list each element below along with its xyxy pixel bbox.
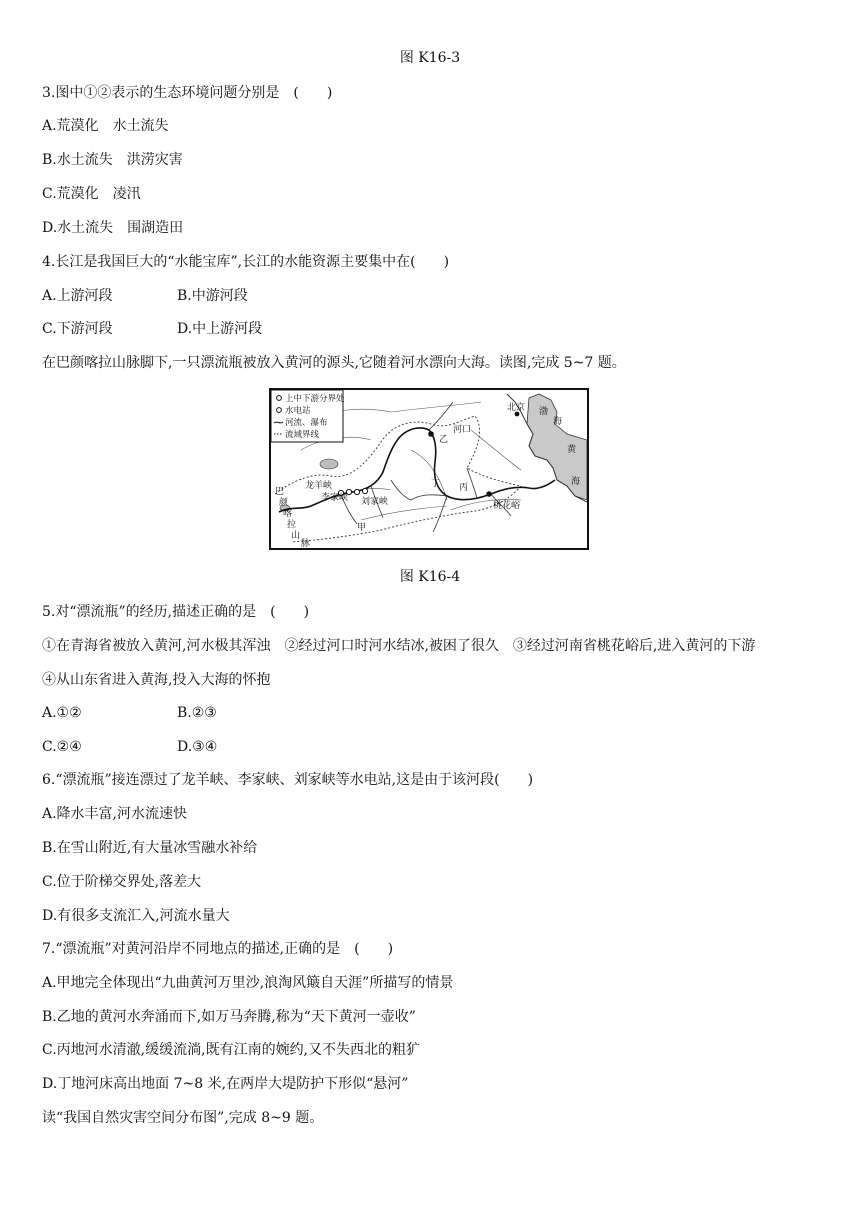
question-5-statements-1: ①在青海省被放入黄河,河水极其浑浊 ②经过河口时河水结冰,被困了很久 ③经过河南省桃花峪后,进入黄河的下游 bbox=[42, 638, 756, 654]
label-jia: 甲 bbox=[357, 523, 367, 533]
question-6-option-d: D.有很多支流汇入,河流水量大 bbox=[42, 908, 230, 924]
label-yi: 乙 bbox=[439, 435, 449, 445]
question-7-option-d: D.丁地河床高出地面 7~8 米,在两岸大堤防护下形似“悬河” bbox=[42, 1076, 409, 1092]
question-5-option-c: C.②④ bbox=[42, 739, 82, 755]
label-longyangxia: 龙羊峡 bbox=[305, 481, 333, 491]
question-4-options-row-2 bbox=[42, 320, 262, 338]
label-beijing: 北京 bbox=[507, 403, 526, 413]
question-3-stem: 3.图中①②表示的生态环境问题分别是 ( ) bbox=[42, 85, 333, 101]
question-5-option-a: A.①② bbox=[42, 705, 82, 721]
label-bo: 渤 bbox=[539, 407, 549, 417]
figure-caption-k16-4: 图 K16-4 bbox=[399, 569, 461, 585]
question-4-option-c: C.下游河段 bbox=[42, 321, 113, 337]
question-4-option-a: A.上游河段 bbox=[42, 288, 113, 304]
question-4-option-b: B.中游河段 bbox=[177, 288, 248, 304]
legend-river-label: 河流、瀑布 bbox=[285, 418, 328, 428]
lake-qinghai bbox=[320, 459, 338, 469]
label-ba: 巴 bbox=[275, 487, 285, 497]
label-shan: 山 bbox=[291, 531, 301, 541]
label-taohuayu: 桃花峪 bbox=[493, 501, 521, 511]
intro-questions-5-7: 在巴颜喀拉山脉脚下,一只漂流瓶被放入黄河的源头,它随着河水漂向大海。读图,完成 5~7 题。 bbox=[42, 355, 626, 371]
label-hai-2: 海 bbox=[571, 477, 581, 487]
label-yan: 颜 bbox=[279, 498, 289, 508]
question-3-option-d: D.水土流失 围湖造田 bbox=[42, 220, 184, 236]
question-7-stem: 7.“漂流瓶”对黄河沿岸不同地点的描述,正确的是 ( ) bbox=[42, 941, 394, 957]
question-6-option-a: A.降水丰富,河水流速快 bbox=[42, 806, 188, 822]
division-point-hekou bbox=[428, 431, 434, 437]
question-3-option-a: A.荒漠化 水土流失 bbox=[42, 118, 169, 134]
question-5-option-b: B.②③ bbox=[177, 705, 217, 721]
question-4-option-d: D.中上游河段 bbox=[177, 321, 263, 337]
question-4-options-row-1 bbox=[42, 287, 248, 305]
question-5-options-row-2 bbox=[42, 738, 217, 756]
label-hai: 海 bbox=[553, 417, 563, 427]
question-6-option-c: C.位于阶梯交界处,落差大 bbox=[42, 874, 202, 890]
yellow-river-map bbox=[269, 388, 589, 550]
legend-boundary-label: 流域界线 bbox=[285, 430, 320, 440]
question-5-statements-2: ④从山东省进入黄海,投入大海的怀抱 bbox=[42, 672, 271, 688]
legend-division-icon bbox=[277, 396, 282, 401]
label-hekou: 河口 bbox=[453, 425, 472, 435]
label-liujiaxia: 刘家峡 bbox=[361, 497, 389, 507]
question-3-option-b: B.水土流失 洪涝灾害 bbox=[42, 152, 183, 168]
map-drawing bbox=[271, 390, 587, 548]
question-6-option-b: B.在雪山附近,有大量冰雪融水补给 bbox=[42, 840, 258, 856]
legend-hydropower-label: 水电站 bbox=[285, 406, 311, 416]
legend-hydropower-icon bbox=[277, 408, 282, 413]
question-5-options-row-1 bbox=[42, 704, 217, 722]
legend-division-label: 上中下游分界处 bbox=[285, 394, 345, 404]
label-bing: 丙 bbox=[459, 483, 469, 493]
question-4-stem: 4.长江是我国巨大的“水能宝库”,长江的水能资源主要集中在( ) bbox=[42, 254, 450, 270]
division-point-taohuayu bbox=[486, 491, 492, 497]
label-lijiaxia: 李家峡 bbox=[321, 493, 349, 503]
figure-caption-k16-3: 图 K16-3 bbox=[399, 50, 461, 66]
question-5-stem: 5.对“漂流瓶”的经历,描述正确的是 ( ) bbox=[42, 604, 310, 620]
intro-questions-8-9: 读“我国自然灾害空间分布图”,完成 8~9 题。 bbox=[42, 1110, 324, 1126]
label-la: 拉 bbox=[287, 520, 297, 530]
label-ding: 丁 bbox=[431, 479, 441, 489]
question-7-option-b: B.乙地的黄河水奔涌而下,如万马奔腾,称为“天下黄河一壶收” bbox=[42, 1009, 416, 1025]
label-mai: 脉 bbox=[301, 539, 311, 548]
label-huang: 黄 bbox=[567, 445, 577, 455]
question-7-option-a: A.甲地完全体现出“九曲黄河万里沙,浪淘风簸自天涯”所描写的情景 bbox=[42, 975, 454, 991]
question-5-option-d: D.③④ bbox=[177, 739, 218, 755]
question-7-option-c: C.丙地河水清澈,缓缓流淌,既有江南的婉约,又不失西北的粗犷 bbox=[42, 1042, 421, 1058]
label-ka: 喀 bbox=[283, 509, 293, 519]
question-6-stem: 6.“漂流瓶”接连漂过了龙羊峡、李家峡、刘家峡等水电站,这是由于该河段( ) bbox=[42, 772, 534, 788]
tributaries bbox=[341, 402, 511, 532]
question-3-option-c: C.荒漠化 凌汛 bbox=[42, 186, 141, 202]
